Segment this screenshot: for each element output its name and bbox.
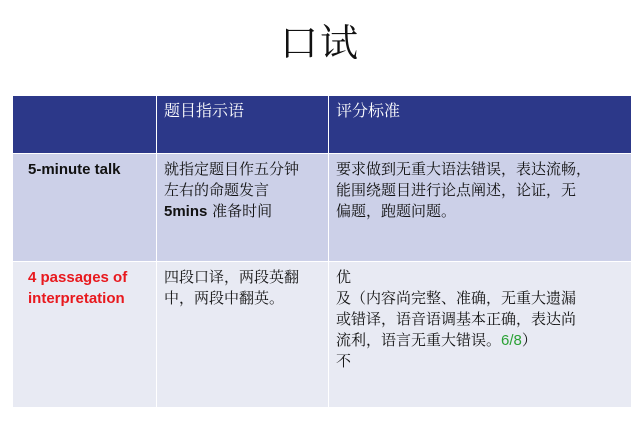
grade-pass-close: ） bbox=[521, 331, 537, 349]
instruction-line: 就指定题目作五分钟 bbox=[164, 160, 300, 178]
header-cell-criteria: 评分标准 bbox=[329, 96, 632, 154]
instruction-line: 左右的命题发言 bbox=[164, 181, 270, 199]
exam-criteria-table bbox=[12, 95, 632, 408]
grade-excellent: 优 bbox=[336, 268, 352, 286]
instruction-cell bbox=[157, 154, 329, 262]
item-label-talk: 5-minute talk bbox=[28, 161, 121, 178]
prep-duration: 5mins bbox=[164, 203, 208, 220]
item-label-interpretation: interpretation bbox=[28, 290, 125, 307]
instruction-line: 中，两段中翻英。 bbox=[164, 289, 285, 307]
grade-fail: 不 bbox=[336, 352, 352, 370]
grade-pass-line: 或错译，语音语调基本正确，表达尚 bbox=[336, 310, 577, 328]
criteria-cell bbox=[329, 154, 632, 262]
instruction-prep-line bbox=[164, 201, 321, 222]
criteria-cell bbox=[329, 262, 632, 408]
table-header-row bbox=[13, 96, 632, 154]
table-row bbox=[13, 262, 632, 408]
header-cell-empty bbox=[13, 96, 157, 154]
item-cell bbox=[13, 154, 157, 262]
criteria-line: 能围绕题目进行论点阐述，论证，无 bbox=[336, 181, 577, 199]
item-label-interpretation: 4 passages of bbox=[28, 269, 128, 286]
table-row bbox=[13, 154, 632, 262]
prep-text: 准备时间 bbox=[207, 202, 273, 220]
grade-pass-line: 及（内容尚完整、准确，无重大遗漏 bbox=[336, 289, 577, 307]
grade-pass-text: 流利，语言无重大错误。 bbox=[336, 331, 502, 349]
instruction-line: 四段口译，两段英翻 bbox=[164, 268, 300, 286]
item-cell bbox=[13, 262, 157, 408]
header-cell-instruction: 题目指示语 bbox=[157, 96, 329, 154]
page-title: 口试 bbox=[279, 21, 360, 65]
instruction-cell bbox=[157, 262, 329, 408]
grade-pass-score: 6/8 bbox=[501, 332, 522, 349]
grade-pass-line-final bbox=[336, 330, 624, 351]
criteria-line: 偏题，跑题问题。 bbox=[336, 202, 457, 220]
criteria-line: 要求做到无重大语法错误，表达流畅， bbox=[336, 160, 592, 178]
